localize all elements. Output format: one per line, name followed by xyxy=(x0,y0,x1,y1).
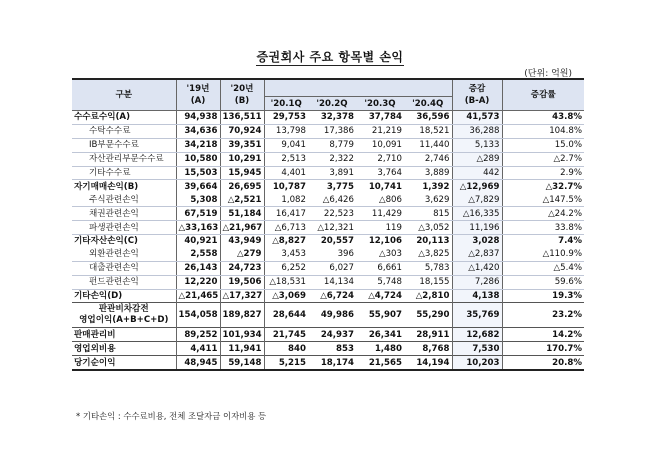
cell-q2: 22,523 xyxy=(308,207,356,221)
cell-q1: 4,401 xyxy=(264,166,308,180)
header-q1: '20.1Q xyxy=(264,97,308,111)
row-label: 기타손익(D) xyxy=(72,289,176,303)
cell-diff: △16,335 xyxy=(452,207,502,221)
cell-rate: △5.4% xyxy=(502,261,584,275)
cell-y19: △33,163 xyxy=(176,221,220,235)
cell-diff: 35,769 xyxy=(452,303,502,328)
cell-q3: 1,480 xyxy=(356,342,404,356)
cell-diff: 7,286 xyxy=(452,275,502,289)
cell-rate: △147.5% xyxy=(502,193,584,206)
cell-y20: 24,723 xyxy=(220,261,264,275)
cell-diff: △12,969 xyxy=(452,180,502,193)
cell-q2: 6,027 xyxy=(308,261,356,275)
cell-diff: △2,837 xyxy=(452,248,502,261)
table-row xyxy=(72,248,584,261)
cell-q1: 5,215 xyxy=(264,356,308,370)
cell-diff: 5,133 xyxy=(452,138,502,152)
cell-q4: 28,911 xyxy=(404,328,452,342)
cell-q2: 853 xyxy=(308,342,356,356)
cell-y19: 10,580 xyxy=(176,152,220,166)
table-row xyxy=(72,328,584,342)
row-label: 판매관리비 xyxy=(72,328,176,342)
cell-q4: 14,194 xyxy=(404,356,452,370)
cell-q3: △4,724 xyxy=(356,289,404,303)
cell-y19: 154,058 xyxy=(176,303,220,328)
cell-q3: △806 xyxy=(356,193,404,206)
table-body xyxy=(72,111,584,371)
cell-q1: 10,787 xyxy=(264,180,308,193)
cell-q1: 21,745 xyxy=(264,328,308,342)
cell-y20: 39,351 xyxy=(220,138,264,152)
cell-rate: 20.8% xyxy=(502,356,584,370)
cell-q4: 20,113 xyxy=(404,235,452,248)
row-label: 기타자산손익(C) xyxy=(72,235,176,248)
cell-y19: 40,921 xyxy=(176,235,220,248)
cell-rate: 7.4% xyxy=(502,235,584,248)
footnote: * 기타손익 : 수수료비용, 전체 조달자금 이자비용 등 xyxy=(76,411,267,421)
table-row xyxy=(72,166,584,180)
cell-q4: 5,783 xyxy=(404,261,452,275)
cell-q3: 11,429 xyxy=(356,207,404,221)
cell-y19: 34,636 xyxy=(176,124,220,138)
cell-rate: 59.6% xyxy=(502,275,584,289)
cell-y20: 59,148 xyxy=(220,356,264,370)
cell-rate: △2.7% xyxy=(502,152,584,166)
cell-y20: 70,924 xyxy=(220,124,264,138)
cell-diff: △289 xyxy=(452,152,502,166)
cell-y19: 5,308 xyxy=(176,193,220,206)
cell-q4: 36,596 xyxy=(404,111,452,125)
cell-q4: △3,052 xyxy=(404,221,452,235)
cell-y20: △279 xyxy=(220,248,264,261)
cell-y20: 15,945 xyxy=(220,166,264,180)
cell-y19: 67,519 xyxy=(176,207,220,221)
cell-y19: 34,218 xyxy=(176,138,220,152)
cell-q4: △2,810 xyxy=(404,289,452,303)
cell-q1: 29,753 xyxy=(264,111,308,125)
row-label: 대출관련손익 xyxy=(72,261,176,275)
cell-q1: 9,041 xyxy=(264,138,308,152)
cell-y20: 19,506 xyxy=(220,275,264,289)
table-row xyxy=(72,152,584,166)
cell-diff: 41,573 xyxy=(452,111,502,125)
cell-y19: 26,143 xyxy=(176,261,220,275)
cell-q2: △6,426 xyxy=(308,193,356,206)
cell-q2: 3,891 xyxy=(308,166,356,180)
cell-q4: 3,889 xyxy=(404,166,452,180)
cell-q3: △303 xyxy=(356,248,404,261)
cell-y19: 48,945 xyxy=(176,356,220,370)
table-row xyxy=(72,261,584,275)
cell-q2: 49,986 xyxy=(308,303,356,328)
cell-q3: 37,784 xyxy=(356,111,404,125)
cell-y19: 94,938 xyxy=(176,111,220,125)
cell-q2: 32,378 xyxy=(308,111,356,125)
cell-y19: 12,220 xyxy=(176,275,220,289)
profit-loss-table xyxy=(72,78,584,371)
cell-diff: 10,203 xyxy=(452,356,502,370)
cell-q1: 16,417 xyxy=(264,207,308,221)
cell-rate: 2.9% xyxy=(502,166,584,180)
table-row xyxy=(72,207,584,221)
cell-q2: 14,134 xyxy=(308,275,356,289)
cell-q2: 8,779 xyxy=(308,138,356,152)
cell-q4: 11,440 xyxy=(404,138,452,152)
cell-diff: 11,196 xyxy=(452,221,502,235)
cell-y20: 26,695 xyxy=(220,180,264,193)
cell-q3: 119 xyxy=(356,221,404,235)
cell-y19: 4,411 xyxy=(176,342,220,356)
cell-diff: 3,028 xyxy=(452,235,502,248)
cell-diff: 442 xyxy=(452,166,502,180)
header-quarter-group xyxy=(264,79,452,97)
header-2019: '19년 (A) xyxy=(176,79,220,111)
cell-y20: 51,184 xyxy=(220,207,264,221)
row-label: 파생관련손익 xyxy=(72,221,176,235)
cell-q4: 1,392 xyxy=(404,180,452,193)
row-label: 채권관련손익 xyxy=(72,207,176,221)
cell-rate: 104.8% xyxy=(502,124,584,138)
cell-q3: 2,710 xyxy=(356,152,404,166)
cell-q2: 396 xyxy=(308,248,356,261)
header-diff: 증감 (B-A) xyxy=(452,79,502,111)
cell-q1: 28,644 xyxy=(264,303,308,328)
cell-q2: 17,386 xyxy=(308,124,356,138)
cell-q1: △6,713 xyxy=(264,221,308,235)
row-label: 판관비차감전 영업이익(A+B+C+D) xyxy=(72,303,176,328)
cell-rate: 19.3% xyxy=(502,289,584,303)
cell-rate: 43.8% xyxy=(502,111,584,125)
cell-diff: 36,288 xyxy=(452,124,502,138)
cell-q3: 55,907 xyxy=(356,303,404,328)
row-label: IB부문수수료 xyxy=(72,138,176,152)
cell-q1: 13,798 xyxy=(264,124,308,138)
cell-y20: 43,949 xyxy=(220,235,264,248)
row-label: 펀드관련손익 xyxy=(72,275,176,289)
row-label: 기타수수료 xyxy=(72,166,176,180)
unit-note: (단위: 억원) xyxy=(524,69,572,79)
cell-q3: 10,091 xyxy=(356,138,404,152)
table-row xyxy=(72,275,584,289)
cell-q3: 21,219 xyxy=(356,124,404,138)
cell-q2: 20,557 xyxy=(308,235,356,248)
cell-y20: 11,941 xyxy=(220,342,264,356)
cell-q1: △18,531 xyxy=(264,275,308,289)
cell-q4: 8,768 xyxy=(404,342,452,356)
cell-q2: 24,937 xyxy=(308,328,356,342)
cell-diff: △7,829 xyxy=(452,193,502,206)
cell-q1: △3,069 xyxy=(264,289,308,303)
row-label: 외환관련손익 xyxy=(72,248,176,261)
header-item: 구분 xyxy=(72,79,176,111)
table-row xyxy=(72,303,584,328)
cell-q2: 2,322 xyxy=(308,152,356,166)
cell-q3: 12,106 xyxy=(356,235,404,248)
cell-q1: 840 xyxy=(264,342,308,356)
cell-q1: 6,252 xyxy=(264,261,308,275)
cell-q4: 3,629 xyxy=(404,193,452,206)
cell-q4: 55,290 xyxy=(404,303,452,328)
cell-q2: 18,174 xyxy=(308,356,356,370)
cell-y19: 89,252 xyxy=(176,328,220,342)
cell-q1: 1,082 xyxy=(264,193,308,206)
cell-y20: △2,521 xyxy=(220,193,264,206)
cell-q2: △12,321 xyxy=(308,221,356,235)
cell-y20: △21,967 xyxy=(220,221,264,235)
cell-q3: 5,748 xyxy=(356,275,404,289)
cell-q4: 2,746 xyxy=(404,152,452,166)
table-row xyxy=(72,221,584,235)
cell-rate: 15.0% xyxy=(502,138,584,152)
row-label: 영업외비용 xyxy=(72,342,176,356)
cell-q4: 815 xyxy=(404,207,452,221)
cell-y20: 136,511 xyxy=(220,111,264,125)
cell-q1: △8,827 xyxy=(264,235,308,248)
cell-q2: 3,775 xyxy=(308,180,356,193)
cell-q1: 2,513 xyxy=(264,152,308,166)
cell-diff: 4,138 xyxy=(452,289,502,303)
cell-q3: 10,741 xyxy=(356,180,404,193)
row-label: 자산관리부문수수료 xyxy=(72,152,176,166)
cell-q3: 3,764 xyxy=(356,166,404,180)
header-q4: '20.4Q xyxy=(404,97,452,111)
cell-y20: 189,827 xyxy=(220,303,264,328)
cell-rate: △32.7% xyxy=(502,180,584,193)
cell-rate: 23.2% xyxy=(502,303,584,328)
cell-q3: 21,565 xyxy=(356,356,404,370)
cell-q2: △6,724 xyxy=(308,289,356,303)
table-row xyxy=(72,193,584,206)
cell-q4: △3,825 xyxy=(404,248,452,261)
cell-y19: 15,503 xyxy=(176,166,220,180)
cell-diff: 12,682 xyxy=(452,328,502,342)
table-row xyxy=(72,342,584,356)
table-title: 증권회사 주요 항목별 손익 xyxy=(256,50,404,64)
row-label: 수탁수수료 xyxy=(72,124,176,138)
row-label: 당기순이익 xyxy=(72,356,176,370)
cell-q4: 18,521 xyxy=(404,124,452,138)
cell-q3: 26,341 xyxy=(356,328,404,342)
cell-diff: 7,530 xyxy=(452,342,502,356)
cell-rate: 33.8% xyxy=(502,221,584,235)
cell-diff: △1,420 xyxy=(452,261,502,275)
header-q2: '20.2Q xyxy=(308,97,356,111)
cell-y19: △21,465 xyxy=(176,289,220,303)
cell-q4: 18,155 xyxy=(404,275,452,289)
cell-rate: △24.2% xyxy=(502,207,584,221)
cell-rate: △110.9% xyxy=(502,248,584,261)
cell-y20: △17,327 xyxy=(220,289,264,303)
header-q3: '20.3Q xyxy=(356,97,404,111)
cell-y20: 10,291 xyxy=(220,152,264,166)
row-label: 주식관련손익 xyxy=(72,193,176,206)
header-2020: '20년 (B) xyxy=(220,79,264,111)
cell-q1: 3,453 xyxy=(264,248,308,261)
table-row xyxy=(72,180,584,193)
cell-y19: 2,558 xyxy=(176,248,220,261)
table-row xyxy=(72,289,584,303)
row-label: 수수료수익(A) xyxy=(72,111,176,125)
table-row xyxy=(72,235,584,248)
cell-y20: 101,934 xyxy=(220,328,264,342)
table-row xyxy=(72,356,584,370)
cell-y19: 39,664 xyxy=(176,180,220,193)
cell-q3: 6,661 xyxy=(356,261,404,275)
header-rate: 증감률 xyxy=(502,79,584,111)
cell-rate: 14.2% xyxy=(502,328,584,342)
cell-rate: 170.7% xyxy=(502,342,584,356)
table-row xyxy=(72,124,584,138)
table-row xyxy=(72,111,584,125)
row-label: 자기매매손익(B) xyxy=(72,180,176,193)
table-row xyxy=(72,138,584,152)
